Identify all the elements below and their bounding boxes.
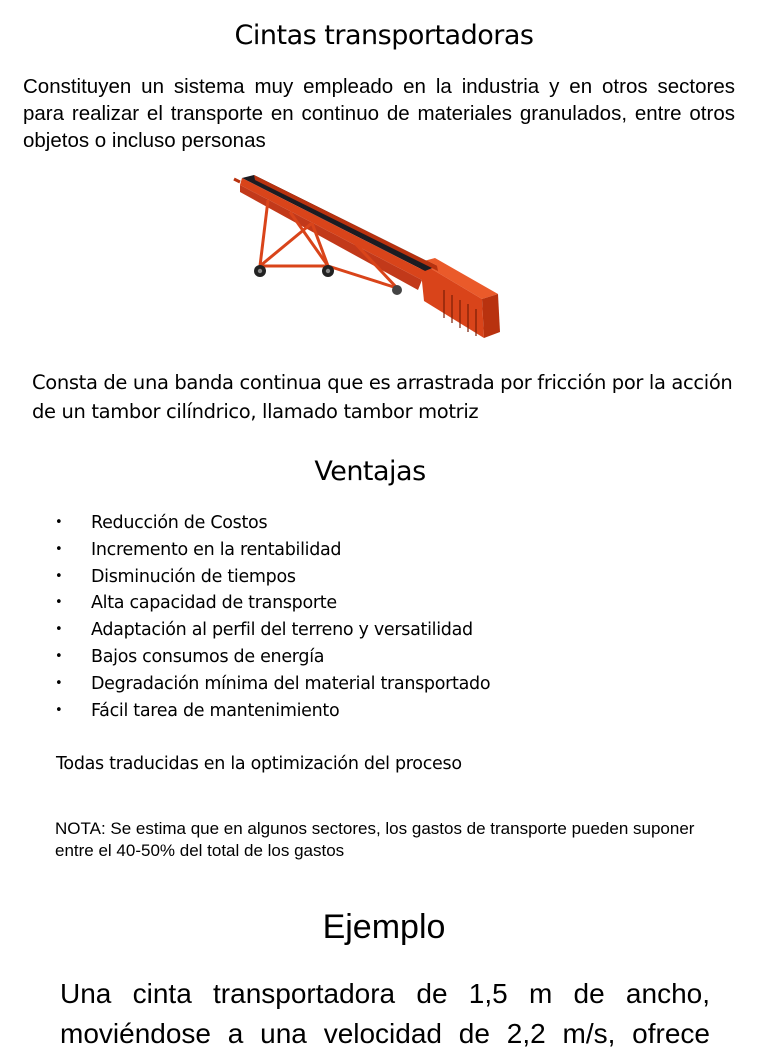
list-item bbox=[52, 590, 490, 617]
list-item-text: Alta capacidad de transporte bbox=[91, 593, 337, 614]
list-item bbox=[52, 510, 490, 537]
list-item bbox=[52, 671, 490, 698]
list-item-text: Degradación mínima del material transportado bbox=[91, 673, 491, 694]
list-item-text: Bajos consumos de energía bbox=[91, 646, 325, 667]
description-paragraph: Consta de una banda continua que es arrastrada por fricción por la acción de un tambor cilíndrico, llamado tambor motriz bbox=[32, 371, 733, 423]
bullet-icon: • bbox=[55, 541, 63, 557]
list-item-text: Adaptación al perfil del terreno y versatilidad bbox=[91, 620, 473, 641]
example-heading: Ejemplo bbox=[322, 908, 446, 946]
bullet-icon: • bbox=[55, 595, 63, 611]
hopper-box-side bbox=[482, 294, 500, 338]
advantages-summary: Todas traducidas en la optimización del proceso bbox=[56, 754, 462, 774]
note-paragraph: NOTA: Se estima que en algunos sectores, los gastos de transporte pueden suponer entre el 40-50% del total de los gastos bbox=[55, 819, 695, 860]
bullet-icon: • bbox=[55, 702, 63, 718]
advantages-list bbox=[52, 510, 490, 724]
example-paragraph: Una cinta transportadora de 1,5 m de ancho, moviéndose a una velocidad de 2,2 m/s, ofrece bbox=[60, 978, 710, 1049]
list-item bbox=[52, 698, 490, 725]
end-roller bbox=[392, 285, 402, 295]
list-item bbox=[52, 537, 490, 564]
bullet-icon: • bbox=[55, 622, 63, 638]
intro-paragraph: Constituyen un sistema muy empleado en la industria y en otros sectores para realizar el transporte en continuo de materiales granulados, entre otros objetos o incluso personas bbox=[23, 75, 735, 152]
frame-rail-right bbox=[254, 175, 438, 271]
page-title: Cintas transportadoras bbox=[234, 20, 534, 51]
advantages-heading: Ventajas bbox=[314, 456, 426, 487]
list-item bbox=[52, 617, 490, 644]
bullet-icon: • bbox=[55, 648, 63, 664]
list-item-text: Incremento en la rentabilidad bbox=[91, 539, 342, 560]
list-item bbox=[52, 564, 490, 591]
list-item-text: Reducción de Costos bbox=[91, 513, 268, 533]
conveyor-belt-image bbox=[232, 170, 522, 350]
list-item-text: Fácil tarea de mantenimiento bbox=[91, 700, 340, 721]
list-item-text: Disminución de tiempos bbox=[91, 566, 296, 587]
bullet-icon: • bbox=[55, 515, 63, 530]
list-item bbox=[52, 644, 490, 671]
conveyor-belt-illustration bbox=[232, 170, 522, 350]
bullet-icon: • bbox=[55, 675, 63, 691]
bullet-icon: • bbox=[55, 568, 63, 584]
